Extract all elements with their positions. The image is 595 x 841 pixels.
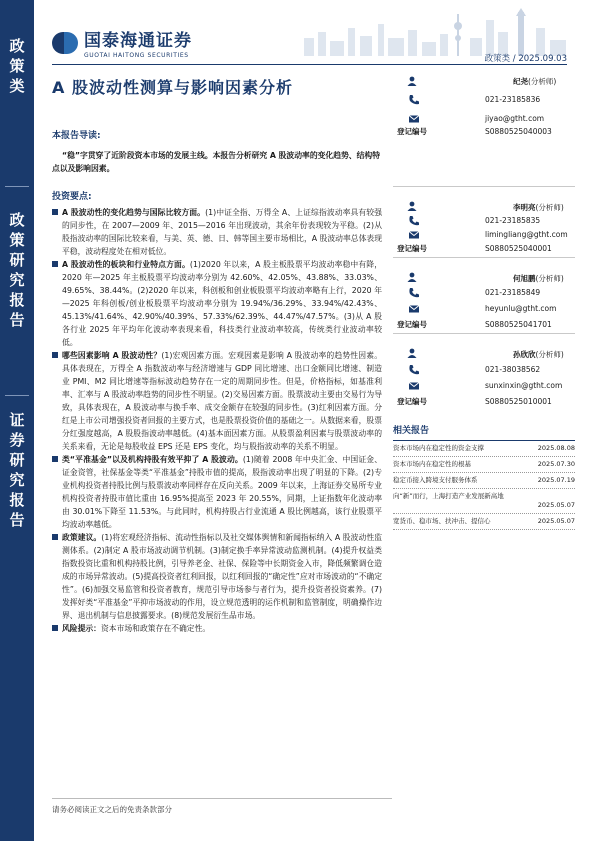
- analyst-reg-number: S0880525010001: [485, 397, 552, 406]
- key-point-text: (1)随着 2008 年中央汇金、中国证金、证金资管，社保基金等类“平准基金”持股市值的提高，股指波动率出现了明显的下降。(2)专业机构投资者持股比例与股票波动率同样存在反向关系。2009 年以来，上海证券交易所专业机构投资者持股市值比重由 16.95%提高至 2023 年 20.55%，同期，上证指数年化波动率由 30.01%下降至 11.53%。与此同时，机构持股占行业流通 A 股比例越高，该行业股票平均波动率越低。: [62, 455, 382, 529]
- analyst-panel: [393, 70, 575, 410]
- key-point-text: (1)2020 年以来，A 股主板股票平均波动率稳中有降，2020 年—2025 年主板股票平均波动率分别为 42.60%、42.05%、43.88%、33.03%、49.65%、38.44%。(2)2020 年以来，科创板和创业板股票平均波动率略有上行，2020 年—2025 年科创板/创业板股票平均波动率分别为 19.94%/36.29%、33.94%/42.43%、45.13%/41.64%、42.90%/40.39%、57.33%/62.39%、44.47%/47.57%。(3)从 A 股各行业 2025 年平均年化波动率表现来看，科技类行业波动率较高，传统类行业波动率较低。: [62, 260, 382, 347]
- key-point-lead: A 股波动性的板块和行业特点方面。: [62, 260, 190, 269]
- key-point-item: [52, 206, 382, 258]
- analyst-reg-row: [393, 319, 575, 334]
- related-report-title[interactable]: 资本市场内在稳定性的根基: [393, 460, 471, 468]
- analyst-email[interactable]: jiyao@gtht.com: [485, 114, 545, 123]
- sidebar-char: 告: [9, 511, 25, 529]
- analyst-phone-row: [393, 364, 575, 379]
- analyst-email-row: [393, 303, 575, 318]
- header-divider: [52, 64, 567, 65]
- analyst-email[interactable]: sunxinxin@gtht.com: [485, 381, 563, 390]
- main-content: [52, 128, 382, 635]
- analyst-phone: 021-23185849: [485, 288, 541, 297]
- related-report-item[interactable]: [393, 473, 575, 489]
- sidebar-char: 证: [9, 411, 25, 429]
- reg-label: 登记编号: [397, 320, 427, 329]
- related-report-item[interactable]: [393, 514, 575, 530]
- report-category-date: 政策类 / 2025.09.03: [484, 54, 567, 64]
- related-report-item[interactable]: [393, 457, 575, 473]
- person-icon: [407, 201, 417, 211]
- analyst-name: 李明亮(分析师): [513, 203, 564, 212]
- related-report-date: 2025.08.08: [537, 444, 575, 452]
- analyst-phone: 021-23185835: [485, 216, 541, 225]
- key-point-lead: 政策建议。: [62, 533, 102, 542]
- sidebar-char: 研: [9, 251, 25, 269]
- sidebar-block-report-type: [0, 210, 34, 330]
- sidebar-char: 政: [9, 37, 25, 55]
- email-icon: [408, 229, 420, 241]
- analyst-phone-row: [393, 215, 575, 230]
- related-report-title[interactable]: 向“新”而行，上海打造产业发展新高地: [393, 492, 504, 500]
- analyst-name: 纪尧(分析师): [513, 77, 557, 86]
- key-point-lead: 类“平准基金”以及机构持股有效平抑了 A 股波动。: [62, 455, 243, 464]
- key-point-item: [52, 258, 382, 349]
- related-reports-heading: 相关报告: [393, 423, 575, 441]
- sidebar-char: 策: [9, 57, 25, 75]
- related-report-title[interactable]: 资本市场内在稳定性的资金支撑: [393, 444, 484, 452]
- sidebar-divider: [5, 186, 29, 187]
- analyst-reg-row: [393, 243, 575, 258]
- email-icon: [408, 380, 420, 392]
- report-title: A 股波动性测算与影响因素分析: [52, 78, 293, 97]
- sidebar-char: 报: [9, 291, 25, 309]
- related-report-date: 2025.05.07: [537, 517, 575, 525]
- analyst-name: 何旭鹏(分析师): [513, 274, 564, 283]
- analyst-phone: 021-23185836: [485, 95, 541, 104]
- analyst-card: [393, 187, 575, 258]
- phone-icon: [408, 215, 420, 227]
- sidebar-char: 类: [9, 77, 25, 95]
- analyst-reg-row: [393, 126, 575, 141]
- analyst-phone-row: [393, 287, 575, 302]
- key-points-heading: 投资要点:: [52, 192, 92, 202]
- key-point-text: (1)中证全指、万得全 A、上证综指波动率具有较强的同步性，在 2007—2009 年、2015—2016 年出现波动，其余年份表现较为平稳。(2)从股指波动率的国际比较来看，与美、英、德、日、韩等国主要市场相比，A 股波动率总体表现平稳，波动程度处在相对低位。: [62, 208, 383, 256]
- analyst-phone-row: [393, 94, 575, 109]
- key-point-lead: 风险提示：: [62, 624, 101, 633]
- sidebar-char: 政: [9, 211, 25, 229]
- phone-icon: [408, 287, 420, 299]
- bullet-square-icon: [52, 534, 58, 540]
- analyst-email[interactable]: heyunlu@gtht.com: [485, 304, 557, 313]
- bullet-square-icon: [52, 209, 58, 215]
- email-icon: [408, 303, 420, 315]
- key-point-item: [52, 453, 382, 531]
- bullet-square-icon: [52, 352, 58, 358]
- key-points-list: [52, 206, 382, 635]
- email-icon: [408, 113, 420, 125]
- footer-divider: [52, 798, 392, 799]
- related-report-date: 2025.07.30: [537, 460, 575, 468]
- analyst-reg-number: S0880525040003: [485, 127, 552, 136]
- key-point-item: [52, 349, 382, 453]
- sidebar-char: 究: [9, 271, 25, 289]
- person-icon: [407, 348, 417, 358]
- bullet-square-icon: [52, 625, 58, 631]
- related-report-date: 2025.05.07: [537, 501, 575, 509]
- related-report-item[interactable]: [393, 441, 575, 457]
- key-point-lead: 哪些因素影响 A 股波动性？: [62, 351, 162, 360]
- analyst-reg-row: [393, 396, 575, 411]
- analyst-reg-number: S0880525041701: [485, 320, 552, 329]
- sidebar-char: 报: [9, 491, 25, 509]
- analyst-name: 孙欣欣(分析师): [513, 350, 564, 359]
- analyst-email-row: [393, 380, 575, 395]
- left-sidebar: [0, 0, 34, 841]
- reg-label: 登记编号: [397, 127, 427, 136]
- analyst-phone: 021-38038562: [485, 365, 541, 374]
- related-report-title[interactable]: 稳定币接入跨境支付服务体系: [393, 476, 478, 484]
- key-point-item: [52, 622, 382, 635]
- key-point-text: 资本市场和政策存在不确定性。: [100, 624, 211, 633]
- company-logo: [52, 26, 192, 59]
- sidebar-char: 告: [9, 311, 25, 329]
- analyst-card: [393, 334, 575, 410]
- sidebar-char: 策: [9, 231, 25, 249]
- related-report-title[interactable]: 宽货币、稳市场、扶冲击、提信心: [393, 517, 491, 525]
- analyst-card: [393, 70, 575, 187]
- logo-icon: [52, 32, 78, 54]
- key-point-text: (1)宏观因素方面。宏观因素是影响 A 股波动率的趋势性因素。具体表现在，万得全 A 指数波动率与经济增速与 GDP 同比增速、出口金额同比增速、制造业 PMI、M2 同比增速等指标波动趋势存在一定的周期同步性。但是，价格指标，如基准利率、汇率与 A 股波动率趋势的同步性不明显。(2)交易因素方面。股票波动主要由交易行为导致，具体表现在，A 股波动率与换手率、成交金额存在较强的同步性。(3)红利因素方面。分红是上市公司增强投资者回报的主要方式，也是股票投资价值的基础之一。从数据来看，股票分红强度越高，A 股股指波动率越低。(4)基本面因素方面。从股票盈利因素与股票波动率的关系来看，无论是每股收益 EPS 还是 EPS 变化，均与股指波动率的关系不明显。: [62, 351, 382, 451]
- analyst-card: [393, 258, 575, 334]
- sidebar-divider: [5, 395, 29, 396]
- sidebar-block-securities: [0, 410, 34, 530]
- key-point-text: (1)将宏观经济指标、流动性指标以及社交媒体舆情和新闻指标纳入 A 股波动性监测体系。(2)制定 A 股市场波动调节机制。(3)制定换手率异常波动监测机制。(4)提升权益类指数投资比重和机构持股比例，引导养老金、社保、保险等中长期资金入市，降低频繁调仓造成的市场异常波动。(5)提高投资者红利回报，以红利回报的“确定性”应对市场波动的“不确定性”。(6)加强交易监管和投资者教育，规范引导市场参与者行为，提升投资者投资素养。(7)发挥好类“平准基金”平抑市场波动的作用，设立规范透明的运作机制和监管制度，明确操作边界、退出机制与信息披露要求。(8)规范发展衍生品市场。: [62, 533, 382, 620]
- related-reports: [393, 423, 575, 530]
- bullet-square-icon: [52, 261, 58, 267]
- logo-name-en: GUOTAI HAITONG SECURITIES: [84, 52, 189, 59]
- analyst-email-row: [393, 229, 575, 244]
- person-icon: [407, 272, 417, 282]
- related-report-date: 2025.07.19: [537, 476, 575, 484]
- bullet-square-icon: [52, 456, 58, 462]
- reg-label: 登记编号: [397, 397, 427, 406]
- logo-name-cn: 国泰海通证券: [84, 31, 192, 51]
- related-report-item[interactable]: [393, 489, 575, 514]
- sidebar-char: 券: [9, 431, 25, 449]
- guide-text: “稳”字贯穿了近阶段资本市场的发展主线。本报告分析研究 A 股波动率的变化趋势、结构特点以及影响因素。: [52, 151, 380, 173]
- guide-heading: 本报告导读:: [52, 131, 101, 141]
- analyst-email[interactable]: limingliang@gtht.com: [485, 230, 568, 239]
- sidebar-block-category: [0, 36, 34, 96]
- key-point-lead: A 股波动性的变化趋势与国际比较方面。: [62, 208, 206, 217]
- key-point-item: [52, 531, 382, 622]
- sidebar-char: 研: [9, 451, 25, 469]
- reg-label: 登记编号: [397, 244, 427, 253]
- analyst-reg-number: S0880525040001: [485, 244, 552, 253]
- sidebar-char: 究: [9, 471, 25, 489]
- disclaimer-note: 请务必阅读正文之后的免责条款部分: [52, 805, 172, 814]
- phone-icon: [408, 94, 420, 106]
- phone-icon: [408, 364, 420, 376]
- city-skyline-watermark: [300, 8, 570, 56]
- person-icon: [407, 76, 417, 86]
